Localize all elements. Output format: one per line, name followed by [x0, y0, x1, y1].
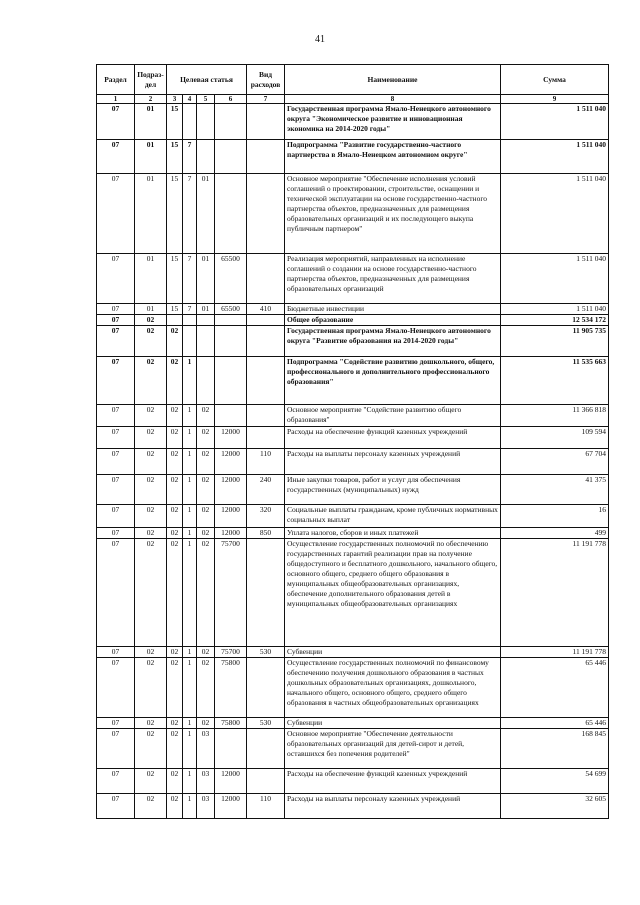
page-number: 41: [315, 34, 325, 45]
cell-celevaya-3: [197, 357, 215, 405]
cell-sum: 67 704: [501, 449, 609, 475]
cell-podrazdel: 02: [135, 449, 167, 475]
cell-podrazdel: 02: [135, 729, 167, 769]
cell-celevaya-2: 1: [183, 729, 197, 769]
cell-vid: 320: [247, 505, 285, 528]
cell-celevaya-3: [197, 104, 215, 140]
cell-celevaya-3: 02: [197, 405, 215, 427]
cell-celevaya-4: 75800: [215, 718, 247, 729]
cell-vid: [247, 427, 285, 449]
cell-celevaya-2: 1: [183, 475, 197, 505]
table-row: [97, 539, 609, 647]
table-row: [97, 475, 609, 505]
cell-celevaya-1: 02: [167, 718, 183, 729]
cell-celevaya-2: 7: [183, 254, 197, 304]
header-razdel: Раздел: [97, 65, 135, 95]
cell-name: Расходы на выплаты персоналу казенных учреждений: [285, 449, 501, 475]
cell-celevaya-1: 02: [167, 449, 183, 475]
cell-celevaya-3: 02: [197, 475, 215, 505]
cell-razdel: 07: [97, 174, 135, 254]
cell-vid: [247, 315, 285, 326]
cell-razdel: 07: [97, 505, 135, 528]
cell-razdel: 07: [97, 254, 135, 304]
cell-podrazdel: 01: [135, 174, 167, 254]
cell-vid: [247, 729, 285, 769]
table-row: [97, 140, 609, 174]
table-row: [97, 658, 609, 718]
table-body: [97, 104, 609, 819]
cell-name: Субвенции: [285, 647, 501, 658]
cell-razdel: 07: [97, 729, 135, 769]
cell-celevaya-3: 03: [197, 769, 215, 794]
cell-celevaya-1: 02: [167, 647, 183, 658]
cell-celevaya-3: 01: [197, 174, 215, 254]
cell-sum: 11 905 735: [501, 326, 609, 357]
cell-celevaya-2: 1: [183, 539, 197, 647]
cell-podrazdel: 01: [135, 254, 167, 304]
cell-celevaya-1: 02: [167, 405, 183, 427]
cell-podrazdel: 02: [135, 475, 167, 505]
cell-celevaya-2: 1: [183, 769, 197, 794]
header-row: [97, 65, 609, 95]
cell-razdel: 07: [97, 449, 135, 475]
cell-razdel: 07: [97, 718, 135, 729]
cell-celevaya-2: 1: [183, 405, 197, 427]
header-vid-rashodov: Вид расходов: [247, 65, 285, 95]
header-sum: Сумма: [501, 65, 609, 95]
cell-podrazdel: 02: [135, 427, 167, 449]
cell-razdel: 07: [97, 405, 135, 427]
cell-name: Уплата налогов, сборов и иных платежей: [285, 528, 501, 539]
cell-sum: 54 699: [501, 769, 609, 794]
cell-razdel: 07: [97, 539, 135, 647]
cell-podrazdel: 02: [135, 357, 167, 405]
cell-vid: [247, 104, 285, 140]
cell-podrazdel: 02: [135, 794, 167, 819]
cell-vid: [247, 140, 285, 174]
cell-razdel: 07: [97, 769, 135, 794]
cell-celevaya-3: 02: [197, 539, 215, 647]
cell-name: Бюджетные инвестиции: [285, 304, 501, 315]
cell-sum: 11 191 778: [501, 539, 609, 647]
table-row: [97, 174, 609, 254]
cell-sum: 11 191 778: [501, 647, 609, 658]
cell-celevaya-3: 01: [197, 254, 215, 304]
cell-celevaya-3: 02: [197, 647, 215, 658]
cell-podrazdel: 02: [135, 658, 167, 718]
cell-razdel: 07: [97, 528, 135, 539]
cell-celevaya-4: 12000: [215, 475, 247, 505]
cell-celevaya-4: 12000: [215, 427, 247, 449]
cell-sum: 16: [501, 505, 609, 528]
cell-podrazdel: 02: [135, 505, 167, 528]
cell-vid: 530: [247, 647, 285, 658]
cell-name: Общее образование: [285, 315, 501, 326]
cell-celevaya-2: 1: [183, 718, 197, 729]
table-row: [97, 647, 609, 658]
cell-celevaya-1: 02: [167, 794, 183, 819]
cell-celevaya-3: 03: [197, 794, 215, 819]
cell-name: Социальные выплаты гражданам, кроме публичных нормативных социальных выплат: [285, 505, 501, 528]
cell-celevaya-4: [215, 315, 247, 326]
cell-celevaya-2: 1: [183, 357, 197, 405]
cell-name: Подпрограмма "Развитие государственно-частного партнерства в Ямало-Ненецком автономном округе": [285, 140, 501, 174]
cell-celevaya-4: 12000: [215, 505, 247, 528]
cell-sum: 168 845: [501, 729, 609, 769]
cell-sum: 1 511 040: [501, 140, 609, 174]
cell-name: Иные закупки товаров, работ и услуг для обеспечения государственных (муниципальных) нужд: [285, 475, 501, 505]
cell-celevaya-2: 1: [183, 505, 197, 528]
cell-name: Расходы на обеспечение функций казенных учреждений: [285, 769, 501, 794]
table-row: [97, 254, 609, 304]
table-row: [97, 405, 609, 427]
cell-razdel: 07: [97, 304, 135, 315]
cell-celevaya-1: 02: [167, 326, 183, 357]
cell-razdel: 07: [97, 326, 135, 357]
cell-celevaya-4: [215, 405, 247, 427]
cell-celevaya-2: 1: [183, 528, 197, 539]
cell-celevaya-4: [215, 326, 247, 357]
cell-celevaya-4: [215, 357, 247, 405]
cell-celevaya-3: 01: [197, 304, 215, 315]
cell-celevaya-3: 02: [197, 528, 215, 539]
cell-celevaya-2: 1: [183, 658, 197, 718]
cell-name: Субвенции: [285, 718, 501, 729]
cell-podrazdel: 02: [135, 315, 167, 326]
cell-sum: 1 511 040: [501, 254, 609, 304]
table-row: [97, 528, 609, 539]
col-number: 7: [247, 95, 285, 104]
cell-sum: 11 366 818: [501, 405, 609, 427]
cell-celevaya-4: 75700: [215, 539, 247, 647]
cell-name: Реализация мероприятий, направленных на исполнение соглашений о создании на основе государственно-частного партнерства объектов, предназначенных для размещения образовательных организаций: [285, 254, 501, 304]
cell-vid: 850: [247, 528, 285, 539]
cell-celevaya-4: [215, 729, 247, 769]
cell-vid: [247, 658, 285, 718]
cell-celevaya-1: 15: [167, 104, 183, 140]
cell-celevaya-3: 03: [197, 729, 215, 769]
cell-vid: 410: [247, 304, 285, 315]
cell-celevaya-1: 02: [167, 357, 183, 405]
cell-celevaya-2: 1: [183, 427, 197, 449]
table-row: [97, 449, 609, 475]
cell-celevaya-3: [197, 315, 215, 326]
cell-celevaya-2: 7: [183, 140, 197, 174]
cell-celevaya-3: 02: [197, 658, 215, 718]
col-number: 9: [501, 95, 609, 104]
cell-name: Государственная программа Ямало-Ненецкого автономного округа "Экономическое развитие и инновационная экономика на 2014-2020 годы": [285, 104, 501, 140]
cell-name: Основное мероприятие "Содействие развитию общего образования": [285, 405, 501, 427]
header-celevaya-statya: Целевая статья: [167, 65, 247, 95]
cell-name: Подпрограмма "Содействие развитию дошкольного, общего, профессионального и дополнительного профессионального образования": [285, 357, 501, 405]
cell-celevaya-2: 1: [183, 449, 197, 475]
cell-name: Осуществление государственных полномочий по обеспечению государственных гарантий реализации прав на получение общедоступного и бесплатного дошкольного, начального общего, основного общего, среднего общего образования в муниципальных общеобразовательных организациях, обеспечение дополнительного образования детей в муниципальных общеобразовательных организациях: [285, 539, 501, 647]
cell-vid: 530: [247, 718, 285, 729]
cell-celevaya-1: 02: [167, 528, 183, 539]
cell-celevaya-1: 15: [167, 304, 183, 315]
cell-celevaya-4: 65500: [215, 254, 247, 304]
table-row: [97, 505, 609, 528]
cell-sum: 1 511 040: [501, 174, 609, 254]
cell-sum: 1 511 040: [501, 104, 609, 140]
col-number: 8: [285, 95, 501, 104]
cell-sum: 65 446: [501, 658, 609, 718]
cell-vid: [247, 539, 285, 647]
cell-sum: 41 375: [501, 475, 609, 505]
cell-razdel: 07: [97, 315, 135, 326]
col-number: 6: [215, 95, 247, 104]
cell-sum: 499: [501, 528, 609, 539]
cell-celevaya-1: 02: [167, 729, 183, 769]
col-number: 2: [135, 95, 167, 104]
cell-celevaya-3: [197, 140, 215, 174]
cell-celevaya-3: [197, 326, 215, 357]
cell-celevaya-4: 65500: [215, 304, 247, 315]
cell-celevaya-1: 02: [167, 539, 183, 647]
cell-name: Расходы на обеспечение функций казенных учреждений: [285, 427, 501, 449]
cell-celevaya-1: [167, 315, 183, 326]
cell-sum: 32 605: [501, 794, 609, 819]
cell-podrazdel: 01: [135, 104, 167, 140]
cell-celevaya-2: [183, 104, 197, 140]
cell-celevaya-3: 02: [197, 427, 215, 449]
cell-celevaya-1: 02: [167, 427, 183, 449]
cell-celevaya-2: [183, 315, 197, 326]
cell-name: Осуществление государственных полномочий по финансовому обеспечению получения дошкольного образования в частных дошкольных образовательных организациях, дошкольного, начального общего, основного общего, среднего общего образования в частных общеобразовательных организациях: [285, 658, 501, 718]
cell-name: Государственная программа Ямало-Ненецкого автономного округа "Развитие образования на 2014-2020 годы": [285, 326, 501, 357]
table-row: [97, 769, 609, 794]
cell-podrazdel: 02: [135, 405, 167, 427]
cell-celevaya-4: 12000: [215, 449, 247, 475]
table-row: [97, 357, 609, 405]
cell-celevaya-4: 12000: [215, 769, 247, 794]
cell-celevaya-2: 1: [183, 647, 197, 658]
cell-celevaya-3: 02: [197, 505, 215, 528]
cell-podrazdel: 02: [135, 769, 167, 794]
table-row: [97, 427, 609, 449]
cell-celevaya-2: 1: [183, 794, 197, 819]
cell-vid: [247, 357, 285, 405]
header-podrazdel: Подраз-дел: [135, 65, 167, 95]
column-number-row: [97, 95, 609, 104]
cell-celevaya-4: 75800: [215, 658, 247, 718]
table-row: [97, 315, 609, 326]
cell-name: Основное мероприятие "Обеспечение исполнения условий соглашений о проектировании, строительстве, оснащении и технической эксплуатации на основе государственно-частного партнерства объектов, предназначенных для размещения образовательных организаций и их последующего выкупа публичным партнером": [285, 174, 501, 254]
cell-vid: [247, 326, 285, 357]
cell-celevaya-3: 02: [197, 718, 215, 729]
cell-vid: 110: [247, 794, 285, 819]
cell-celevaya-4: [215, 104, 247, 140]
cell-podrazdel: 01: [135, 140, 167, 174]
cell-sum: 11 535 663: [501, 357, 609, 405]
header-name: Наименование: [285, 65, 501, 95]
cell-podrazdel: 01: [135, 304, 167, 315]
cell-celevaya-4: 12000: [215, 794, 247, 819]
table-row: [97, 104, 609, 140]
cell-celevaya-1: 15: [167, 254, 183, 304]
cell-vid: [247, 174, 285, 254]
budget-table: [96, 64, 609, 819]
cell-celevaya-4: 75700: [215, 647, 247, 658]
cell-name: Расходы на выплаты персоналу казенных учреждений: [285, 794, 501, 819]
cell-sum: 1 511 040: [501, 304, 609, 315]
table-row: [97, 718, 609, 729]
cell-vid: 110: [247, 449, 285, 475]
table-row: [97, 304, 609, 315]
cell-sum: 12 534 172: [501, 315, 609, 326]
cell-celevaya-1: 15: [167, 140, 183, 174]
cell-sum: 109 594: [501, 427, 609, 449]
cell-podrazdel: 02: [135, 326, 167, 357]
cell-podrazdel: 02: [135, 528, 167, 539]
cell-name: Основное мероприятие "Обеспечение деятельности образовательных организаций для детей-сирот и детей, оставшихся без попечения родителей": [285, 729, 501, 769]
cell-vid: [247, 254, 285, 304]
col-number: 3: [167, 95, 183, 104]
cell-podrazdel: 02: [135, 718, 167, 729]
cell-razdel: 07: [97, 427, 135, 449]
cell-celevaya-1: 02: [167, 769, 183, 794]
cell-celevaya-1: 02: [167, 505, 183, 528]
cell-celevaya-1: 15: [167, 174, 183, 254]
table-row: [97, 729, 609, 769]
cell-celevaya-3: 02: [197, 449, 215, 475]
cell-vid: [247, 769, 285, 794]
col-number: 5: [197, 95, 215, 104]
cell-razdel: 07: [97, 475, 135, 505]
col-number: 1: [97, 95, 135, 104]
cell-celevaya-2: 7: [183, 174, 197, 254]
cell-razdel: 07: [97, 794, 135, 819]
cell-celevaya-2: 7: [183, 304, 197, 315]
table-row: [97, 326, 609, 357]
cell-vid: [247, 405, 285, 427]
cell-celevaya-4: [215, 140, 247, 174]
cell-celevaya-4: 12000: [215, 528, 247, 539]
cell-sum: 65 446: [501, 718, 609, 729]
col-number: 4: [183, 95, 197, 104]
cell-podrazdel: 02: [135, 647, 167, 658]
cell-podrazdel: 02: [135, 539, 167, 647]
cell-razdel: 07: [97, 658, 135, 718]
cell-vid: 240: [247, 475, 285, 505]
cell-celevaya-1: 02: [167, 658, 183, 718]
cell-celevaya-2: [183, 326, 197, 357]
cell-razdel: 07: [97, 140, 135, 174]
cell-celevaya-4: [215, 174, 247, 254]
cell-razdel: 07: [97, 357, 135, 405]
table-row: [97, 794, 609, 819]
cell-celevaya-1: 02: [167, 475, 183, 505]
cell-razdel: 07: [97, 647, 135, 658]
cell-razdel: 07: [97, 104, 135, 140]
